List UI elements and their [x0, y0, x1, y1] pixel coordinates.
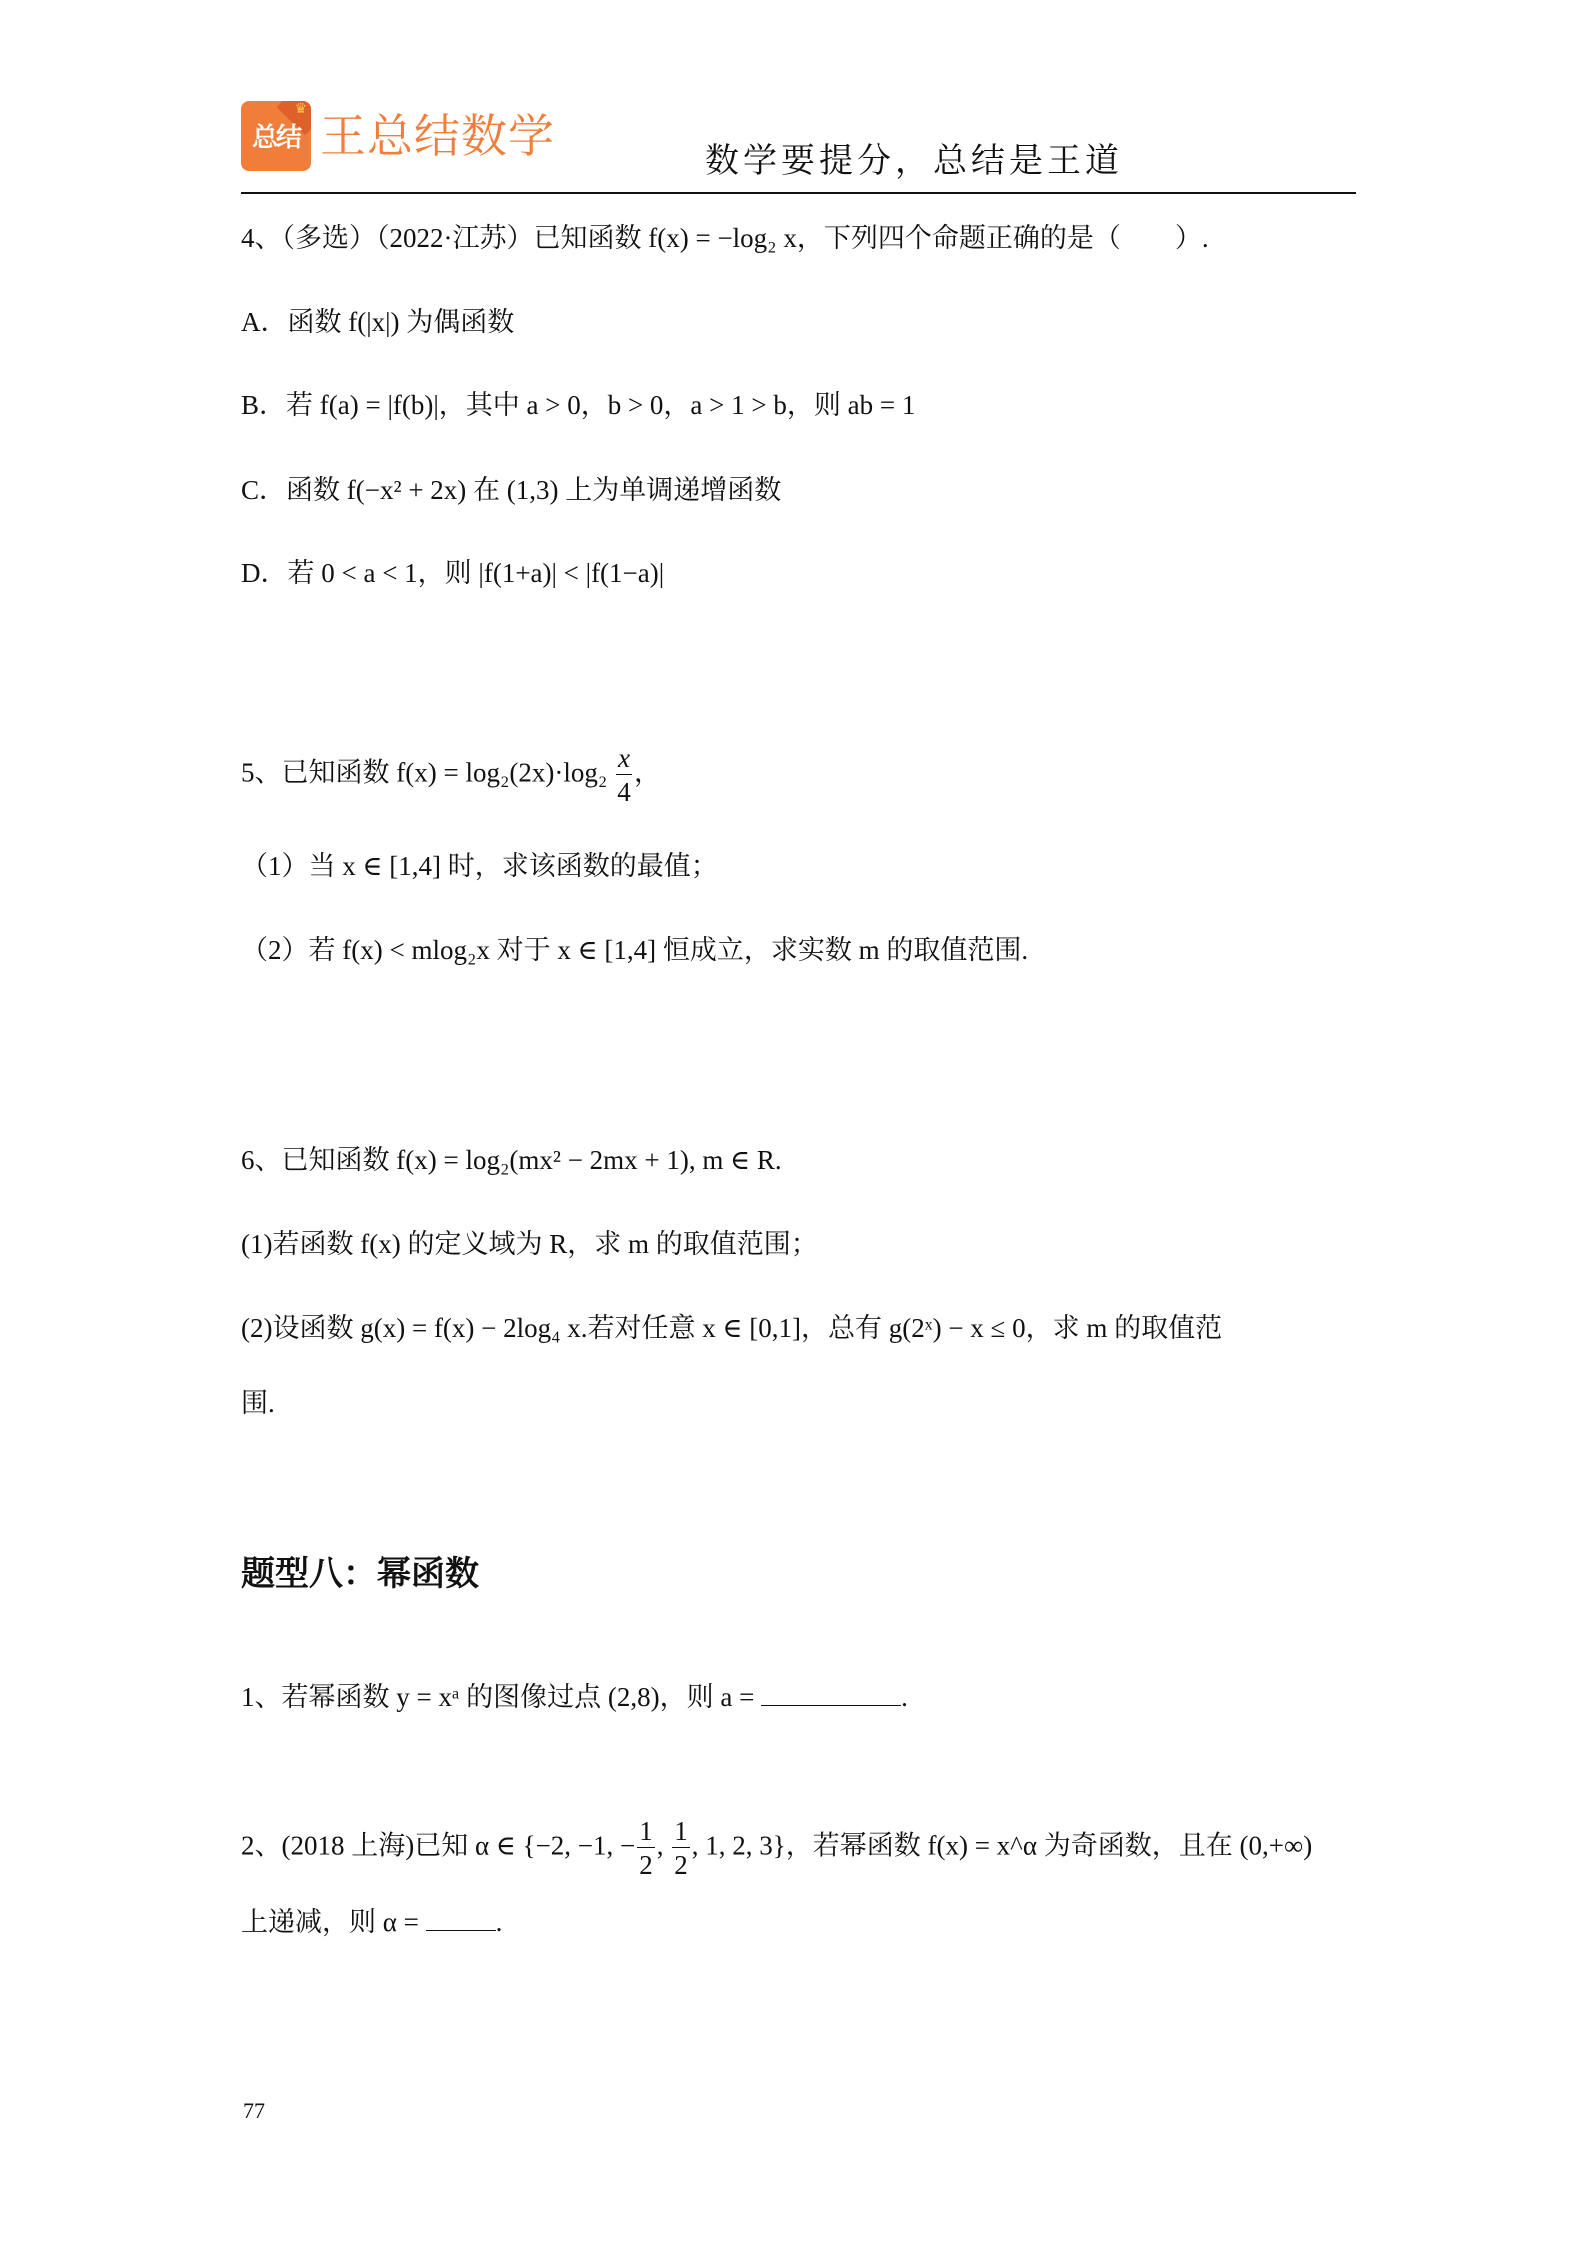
section-heading: 题型八：幂函数 [241, 1554, 479, 1594]
question-5-stem-suffix: ， [634, 757, 661, 788]
power-question-1 [241, 1677, 908, 1717]
power-question-1-text: 1、若幂函数 y = xᵃ 的图像过点 (2,8)，则 a = [241, 1682, 762, 1712]
slogan: 数学要提分，总结是王道 [705, 143, 1123, 180]
question-5-part-2: （2）若 f(x) < mlog₂x 对于 x ∈ [1,4] 恒成立，求实数 m 的取值范围. [241, 935, 1029, 965]
question-5-stem [241, 745, 661, 806]
fraction-numerator: 1 [674, 1816, 688, 1846]
answer-blank [761, 1677, 901, 1706]
answer-blank [426, 1902, 496, 1931]
question-5-stem-prefix: 5、已知函数 f(x) = log₂(2x)·log₂ [241, 757, 615, 788]
fraction-numerator: x [618, 743, 630, 773]
question-4-option-b: B．若 f(a) = |f(b)|，其中 a > 0，b > 0，a > 1 > b，则 ab = 1 [241, 390, 916, 420]
logo-text: 总结 [251, 123, 300, 153]
power-question-2 [241, 1818, 1312, 1879]
separator: , [656, 1830, 671, 1861]
question-4-stem: 4、（多选）（2022·江苏）已知函数 f(x) = −log₂ x，下列四个命题正确的是（ ）. [241, 223, 1209, 253]
question-5-part-1: （1）当 x ∈ [1,4] 时，求该函数的最值； [241, 851, 718, 881]
power-question-2-line2: 上递减，则 α = [241, 1907, 426, 1937]
question-4-option-a: A．函数 f(|x|) 为偶函数 [241, 307, 515, 337]
fraction-one-half [637, 1818, 655, 1879]
fraction-one-half [672, 1818, 690, 1879]
question-6-part-2: (2)设函数 g(x) = f(x) − 2log₄ x.若对任意 x ∈ [0,1]，总有 g(2ˣ) − x ≤ 0，求 m 的取值范 [241, 1313, 1223, 1343]
fraction-numerator: 1 [639, 1816, 653, 1846]
question-6-part-1: (1)若函数 f(x) 的定义域为 R，求 m 的取值范围； [241, 1229, 818, 1259]
page-number: 77 [243, 2098, 265, 2123]
fraction-denominator: 2 [639, 1850, 653, 1880]
period: . [901, 1682, 908, 1712]
brand-name: 王总结数学 [320, 109, 555, 163]
fraction-denominator: 4 [617, 777, 631, 807]
question-6-part-2-cont: 围. [241, 1388, 275, 1418]
power-question-2-prefix: 2、(2018 上海)已知 α ∈ {−2, −1, − [241, 1830, 636, 1861]
power-question-2-suffix: , 1, 2, 3}，若幂函数 f(x) = x^α 为奇函数，且在 (0,+∞) [691, 1830, 1313, 1861]
question-4-option-c: C．函数 f(−x² + 2x) 在 (1,3) 上为单调递增函数 [241, 475, 782, 505]
power-question-2-cont [241, 1902, 502, 1942]
header-divider [241, 192, 1356, 194]
logo [241, 101, 311, 171]
period: . [495, 1907, 503, 1937]
question-4-option-d: D．若 0 < a < 1，则 |f(1+a)| < |f(1−a)| [241, 558, 665, 588]
crown-icon: ♛ [294, 102, 307, 117]
fraction-denominator: 2 [674, 1850, 688, 1880]
fraction-x-over-4 [616, 745, 632, 806]
question-6-stem: 6、已知函数 f(x) = log₂(mx² − 2mx + 1), m ∈ R. [241, 1145, 782, 1175]
